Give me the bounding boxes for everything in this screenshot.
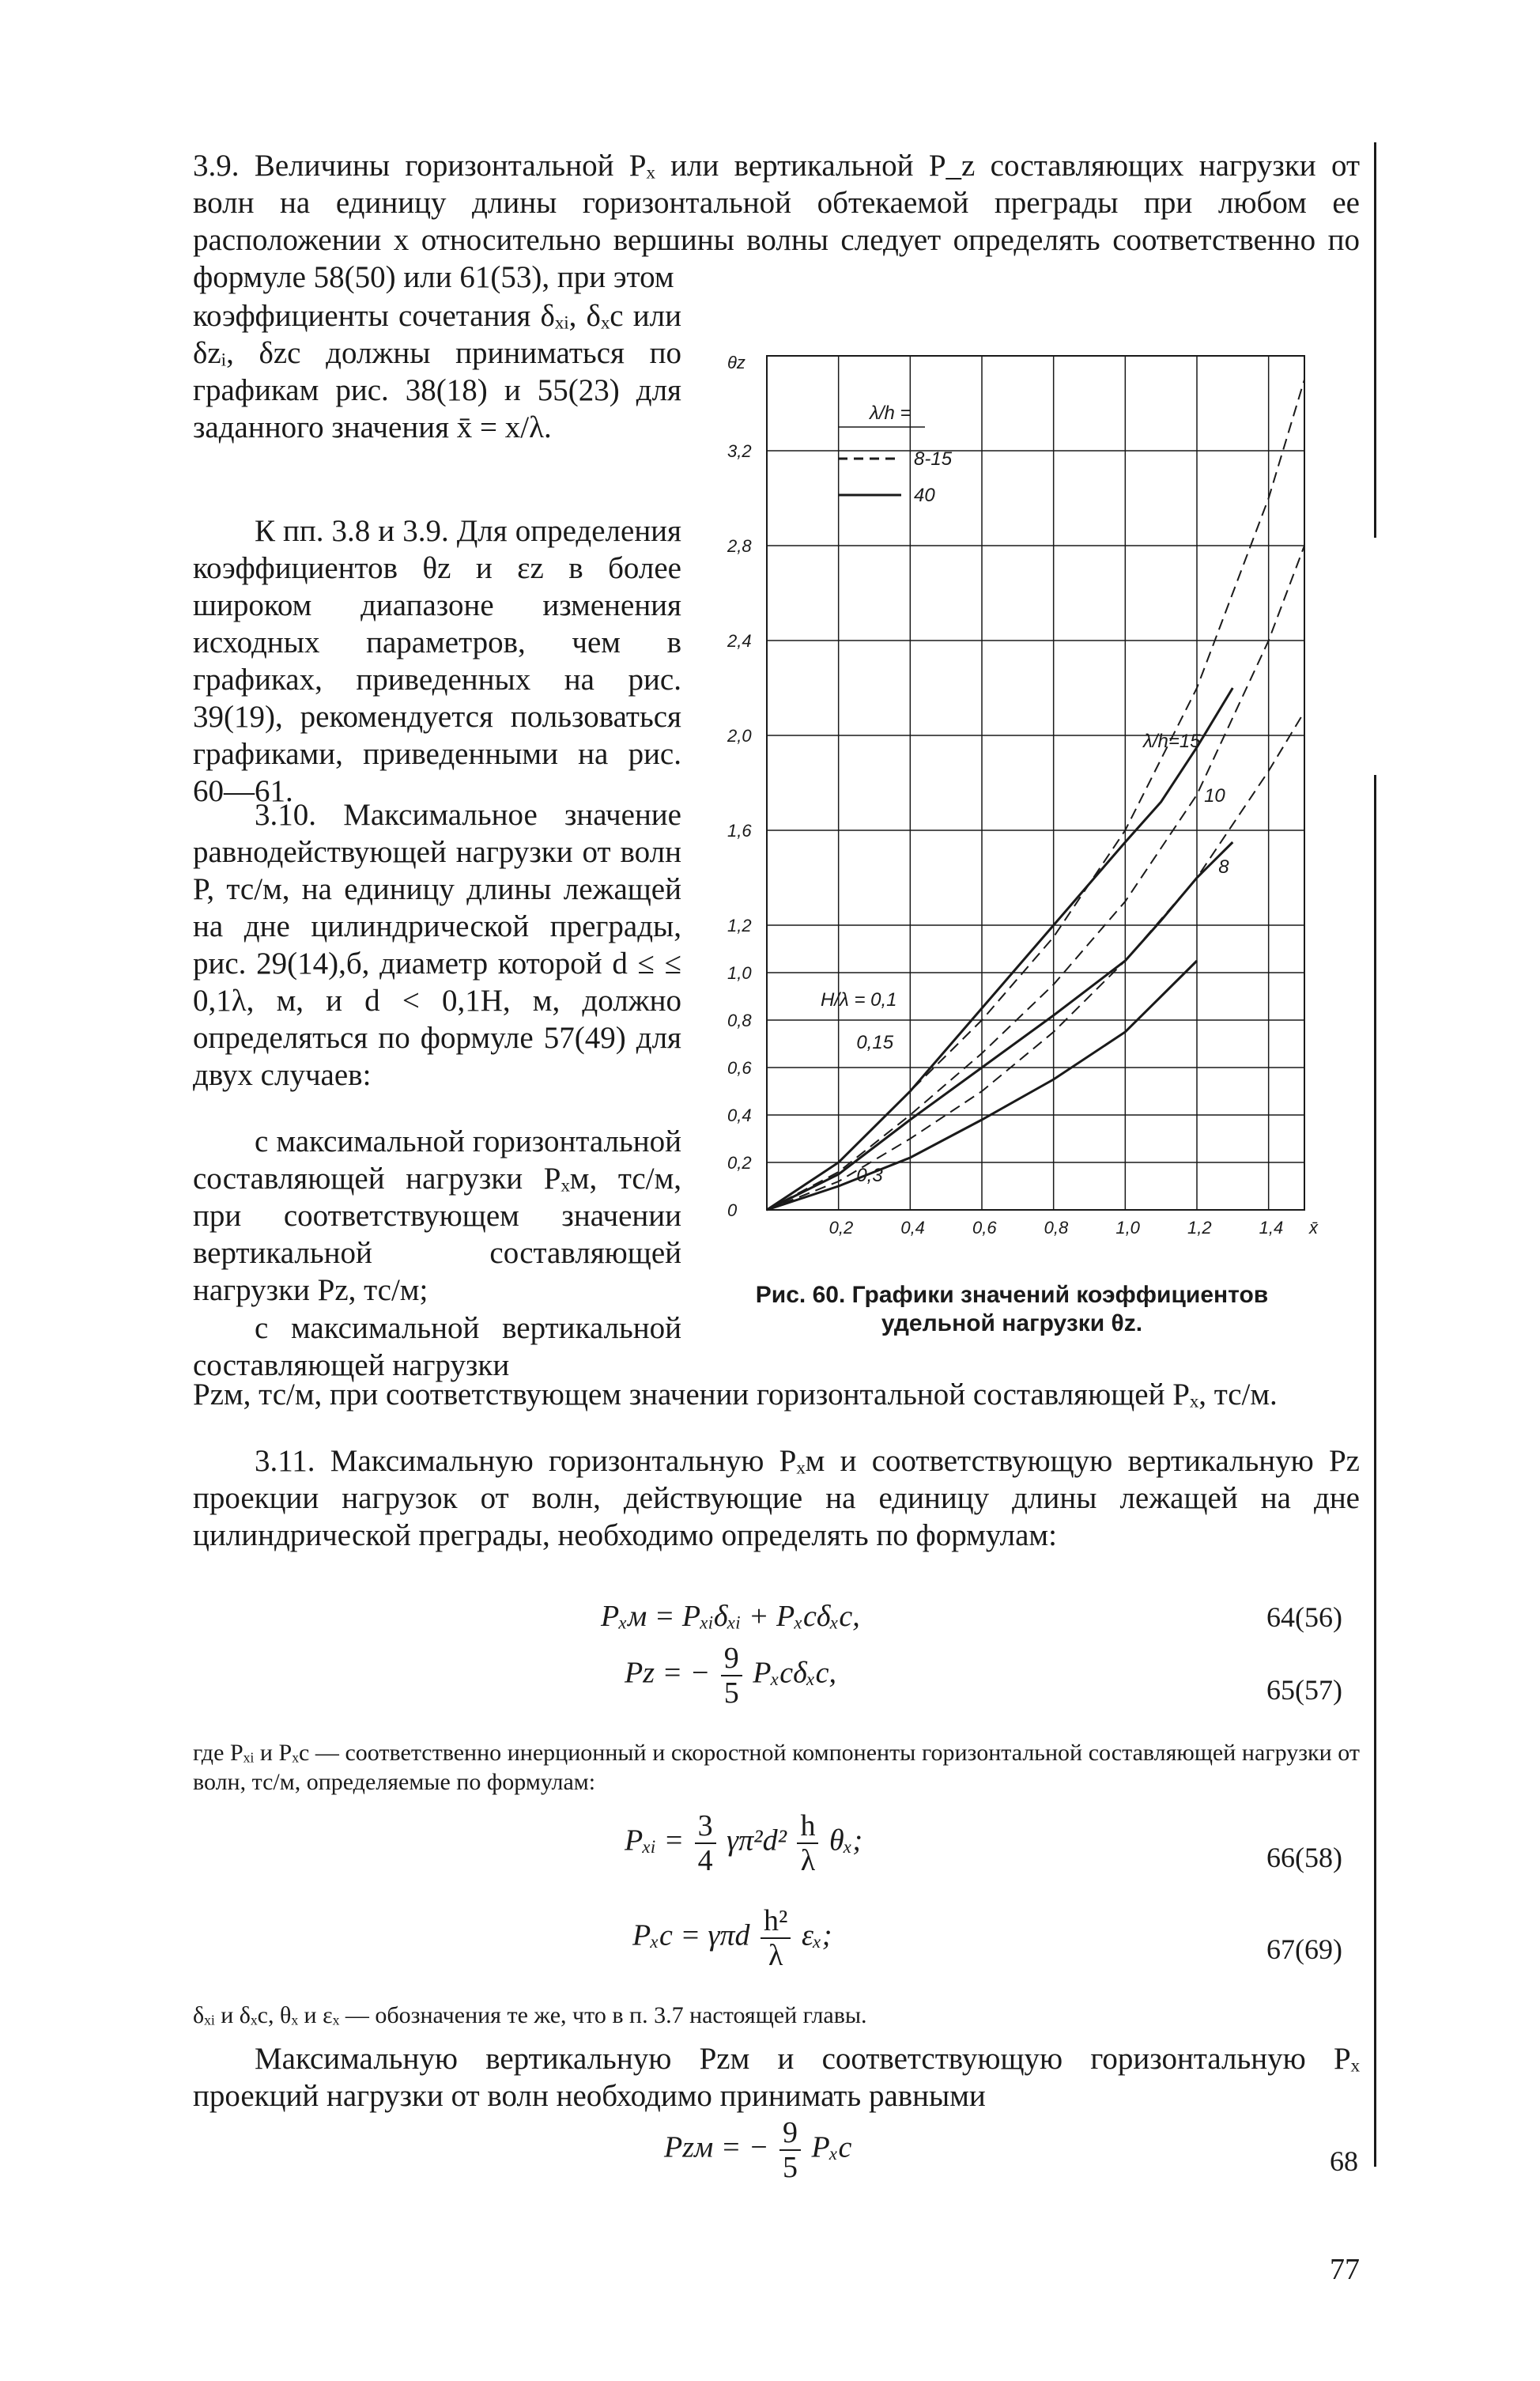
curve-annotation: λ/h=15 xyxy=(1143,731,1201,752)
formula-65-rhs: Pₓcδₓc, xyxy=(753,1656,837,1690)
formula-67 xyxy=(632,1904,832,1972)
where-text: где Pₓᵢ и Pₓc — соответственно инерционный и скоростной компоненты горизонтальной составляющей нагрузки от волн, тс/м, определяемые по формулам: xyxy=(193,1740,1360,1795)
formula-65-frac-num: 9 xyxy=(721,1642,742,1676)
formula-65 xyxy=(625,1642,836,1710)
formula-66-frac2-den: λ xyxy=(800,1844,816,1877)
y-tick-label: 2,4 xyxy=(727,631,752,651)
formula-67-lhs: Pₓc = γπd xyxy=(632,1918,750,1952)
y-tick-label: 2,0 xyxy=(727,726,752,746)
y-tick-label: 0 xyxy=(727,1200,738,1220)
formula-67-number: 67(69) xyxy=(1266,1933,1342,1965)
case-2-start: с максимальной вертикальной составляющей нагрузки xyxy=(193,1311,681,1382)
curve-annotation: H/λ = 0,1 xyxy=(821,989,897,1011)
formula-67-fraction xyxy=(761,1904,791,1972)
x-tick-label: 1,0 xyxy=(1115,1218,1140,1238)
formula-64-number: 64(56) xyxy=(1266,1601,1342,1633)
y-tick-label: 1,2 xyxy=(727,916,752,935)
x-tick-label: 0,6 xyxy=(972,1218,997,1238)
formula-66-frac1-den: 4 xyxy=(697,1844,713,1877)
formula-67-frac-num: h² xyxy=(761,1904,791,1939)
legend-label: 8-15 xyxy=(914,448,953,470)
formula-65-number: 65(57) xyxy=(1266,1674,1342,1706)
formula-68-frac-num: 9 xyxy=(779,2116,801,2151)
formula-66-mid: γπ²d² xyxy=(727,1824,787,1858)
formula-65-lhs: Pz = − xyxy=(625,1656,711,1690)
x-tick-label: 0,4 xyxy=(900,1218,925,1238)
y-tick-label: 0,2 xyxy=(727,1153,752,1173)
formula-68-frac-den: 5 xyxy=(783,2151,798,2184)
case-1: с максимальной горизонтальной составляющей нагрузки Pₓм, тс/м, при соответствующем значении вертикальной составляющей нагрузки Pz, тс/м; xyxy=(193,1124,681,1307)
x-axis-label: x̄ xyxy=(1309,1218,1318,1238)
formula-68-lhs: Pzм = − xyxy=(664,2130,769,2164)
formula-67-frac-den: λ xyxy=(768,1939,783,1972)
legend-label: 40 xyxy=(914,485,935,506)
curve-annotation: 0,15 xyxy=(856,1032,894,1053)
x-tick-label: 0,2 xyxy=(829,1218,854,1238)
formula-67-rhs: εₓ; xyxy=(801,1918,832,1952)
figure-caption xyxy=(711,1281,1312,1338)
formula-64-expression: Pₓм = Pₓᵢδₓᵢ + Pₓcδₓc, xyxy=(601,1600,860,1633)
formula-68-number: 68 xyxy=(1330,2145,1358,2177)
formula-68-rhs: Pₓc xyxy=(811,2130,852,2164)
paragraph-3-9-rest: коэффициенты сочетания δₓᵢ, δₓc или δzᵢ, δzc должны приниматься по графикам рис. 38(18) и 55(23) для заданного значения x̄ = x/λ. xyxy=(193,299,681,444)
final-paragraph: Максимальную вертикальную Pzм и соответствующую горизонтальную Pₓ проекций нагрузки от волн необходимо принимать равными xyxy=(193,2042,1360,2113)
x-tick-label: 1,4 xyxy=(1259,1218,1284,1238)
curve-annotation: 0,3 xyxy=(856,1165,883,1186)
formula-66-fraction-2 xyxy=(797,1809,818,1877)
curve-annotation: 10 xyxy=(1204,785,1225,807)
formula-66-rhs: θₓ; xyxy=(829,1824,863,1858)
formula-68 xyxy=(664,2116,851,2184)
paragraph-3-10: 3.10. Максимальное значение равнодействующей нагрузки от волн P, тс/м, на единицу длины лежащей на дне цилиндрической преграды, рис. 29(14),б, диаметр которой d ≤ ≤ 0,1λ, м, и d < 0,1H, м, должно определяться по формуле 57(49) для двух случаев: xyxy=(193,798,681,1092)
formula-66-lhs: Pₓᵢ = xyxy=(625,1824,685,1858)
legend-title: λ/h = xyxy=(870,403,912,424)
note-3-8-3-9: К пп. 3.8 и 3.9. Для определения коэффициентов θz и εz в более широком диапазоне изменения исходных параметров, чем в графиках, приведенных на рис. 39(19), рекомендуется пользоваться графиками, приведенными на рис. 60—61. xyxy=(193,514,681,808)
formula-68-fraction xyxy=(779,2116,801,2184)
paragraph-3-9-top: 3.9. Величины горизонтальной Pₓ или вертикальной P_z составляющих нагрузки от волн на единицу длины горизонтальной обтекаемой преграды при любом ее расположении x относительно вершины волны следует определять соответственно по формуле 58(50) или 61(53), при этом xyxy=(193,149,1360,294)
x-tick-label: 0,8 xyxy=(1044,1218,1069,1238)
y-tick-label: 3,2 xyxy=(727,441,752,461)
figure-caption-line-2: удельной нагрузки θz. xyxy=(881,1310,1143,1336)
margin-rule-bottom xyxy=(1374,775,1376,2167)
y-tick-label: 0,6 xyxy=(727,1058,752,1078)
y-tick-label: 1,0 xyxy=(727,963,752,983)
margin-rule-top xyxy=(1374,142,1376,538)
y-axis-label: θz xyxy=(727,353,745,372)
series-line-4 xyxy=(767,688,1232,1210)
y-tick-label: 0,8 xyxy=(727,1011,752,1030)
paragraph-3-11: 3.11. Максимальную горизонтальную Pₓм и соответствующую вертикальную Pz проекции нагрузок от волн, действующие на единицу длины лежащей на дне цилиндрической преграды, необходимо определять по формулам: xyxy=(193,1444,1360,1552)
chart-theta-z xyxy=(696,324,1328,1249)
formula-65-frac-den: 5 xyxy=(723,1676,739,1710)
formula-66-fraction-1 xyxy=(695,1809,716,1877)
formula-64 xyxy=(601,1599,860,1634)
formula-66 xyxy=(625,1809,862,1877)
y-tick-label: 0,4 xyxy=(727,1105,752,1125)
curve-annotation: 8 xyxy=(1218,856,1229,878)
formula-66-frac1-num: 3 xyxy=(695,1809,716,1844)
figure-caption-line-1: Рис. 60. Графики значений коэффициентов xyxy=(755,1282,1269,1308)
delta-note: δₓᵢ и δₓc, θₓ и εₓ — обозначения те же, что в п. 3.7 настоящей главы. xyxy=(193,2002,867,2028)
series-line-5 xyxy=(767,842,1232,1210)
series-line-2 xyxy=(767,546,1304,1210)
case-2-end: Pzм, тс/м, при соответствующем значении горизонтальной составляющей Pₓ, тс/м. xyxy=(193,1378,1278,1412)
y-tick-label: 2,8 xyxy=(727,536,752,556)
formula-66-frac2-num: h xyxy=(797,1809,818,1844)
y-tick-label: 1,6 xyxy=(727,821,752,841)
plot-frame xyxy=(767,356,1304,1210)
formula-66-number: 66(58) xyxy=(1266,1842,1342,1873)
page-number: 77 xyxy=(1330,2253,1360,2286)
formula-65-fraction xyxy=(721,1642,742,1710)
x-tick-label: 1,2 xyxy=(1187,1218,1212,1238)
